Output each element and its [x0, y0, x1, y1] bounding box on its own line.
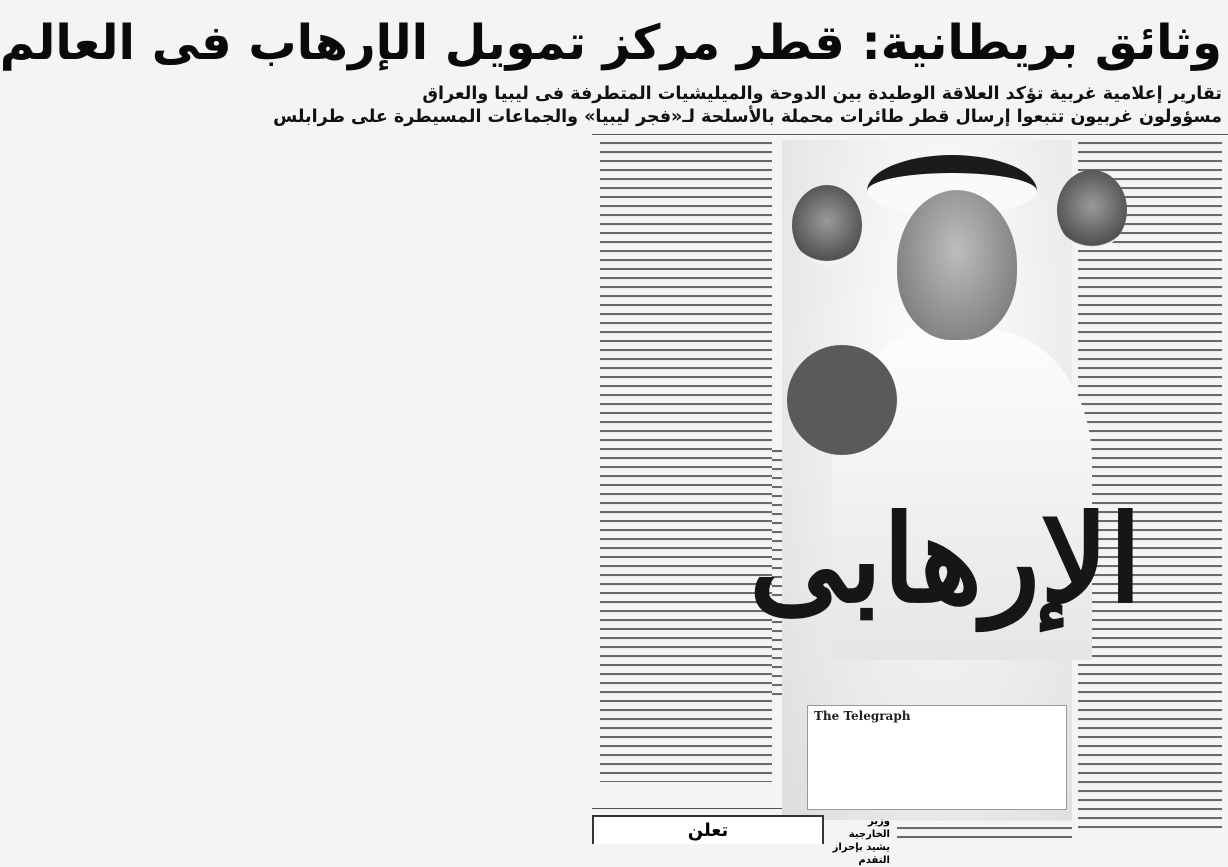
subhead-2: مسؤولون غربيون تتبعوا إرسال قطر طائرات محملة بالأسلحة لـ«فجر ليبيا» والجماعات المسيطرة على طرابلس	[273, 107, 1222, 127]
subhead-1: تقارير إعلامية غربية تؤكد العلاقة الوطيدة بين الدوحة والميليشيات المتطرفة فى ليبيا والعراق	[422, 84, 1222, 104]
ad-box: تعلن	[592, 815, 824, 844]
face-portrait	[897, 190, 1017, 340]
article-column-left	[600, 142, 772, 782]
article-column-bottom	[897, 818, 1072, 844]
minister-caption: وزير الخارجية يشيد بإحراز التقدم	[832, 816, 890, 866]
inset-portrait-left	[792, 185, 862, 265]
inset-portrait-right	[1057, 170, 1127, 250]
quote-bubble	[787, 345, 897, 455]
telegraph-clipping	[807, 705, 1067, 810]
divider	[592, 134, 1228, 135]
headline: وثائق بريطانية: قطر مركز تمويل الإرهاب فى العالم	[0, 15, 1222, 71]
telegraph-logo: The Telegraph	[814, 709, 911, 723]
calligraphy-terrorist: الإرهابى	[749, 489, 1142, 630]
